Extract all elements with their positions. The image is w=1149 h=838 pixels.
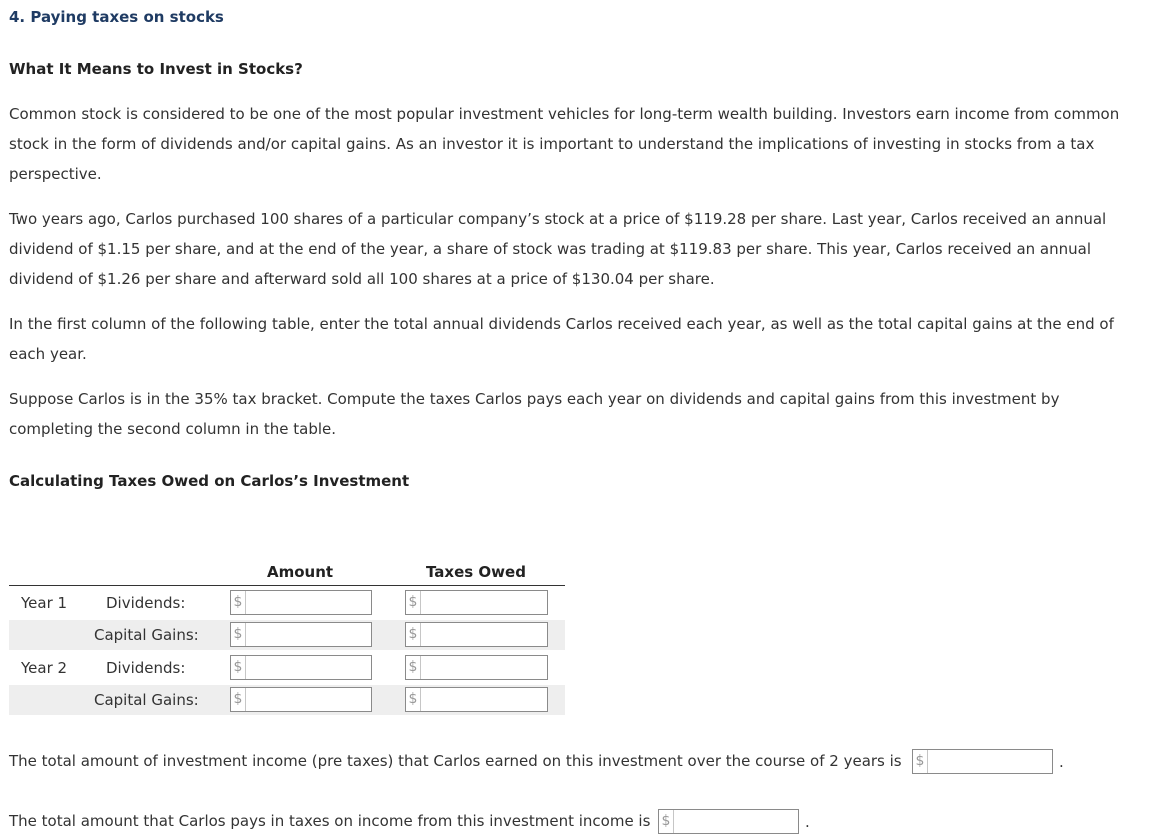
taxes-field[interactable] <box>405 655 548 680</box>
taxes-field[interactable] <box>405 687 548 712</box>
amount-field[interactable] <box>230 655 372 680</box>
currency-prefix: $ <box>231 591 246 614</box>
year2-capital-gains-taxes-input[interactable] <box>421 688 547 711</box>
currency-prefix: $ <box>659 810 674 833</box>
row-label: Capital Gains: <box>94 626 199 644</box>
year1-dividends-amount-input[interactable] <box>246 591 371 614</box>
total-taxes-text: The total amount that Carlos pays in taxes on income from this investment income is <box>9 812 651 830</box>
table-row <box>9 653 565 683</box>
amount-field[interactable] <box>230 590 372 615</box>
year-label: Year 1 <box>21 594 68 612</box>
instruction-paragraph-1: In the first column of the following table, enter the total annual dividends Carlos received each year, as well as the total capital gains at the end of each year. <box>9 315 1114 363</box>
table-row <box>9 620 565 650</box>
taxes-field[interactable] <box>405 590 548 615</box>
currency-prefix: $ <box>231 656 246 679</box>
total-taxes-field[interactable] <box>658 809 799 834</box>
sentence-period: . <box>1059 753 1064 771</box>
row-label: Dividends: <box>106 659 186 677</box>
scenario-paragraph: Two years ago, Carlos purchased 100 shares of a particular company’s stock at a price of $119.28 per share. Last year, Carlos received an annual dividend of $1.15 per share, and at the end of the year, a share of stock was trading at $119.83 per share. This year, Carlos received an annual dividend of $1.26 per share and afterward sold all 100 shares at a price of $130.04 per share. <box>9 210 1107 288</box>
instruction-paragraph-2: Suppose Carlos is in the 35% tax bracket. Compute the taxes Carlos pays each year on dividends and capital gains from this investment by completing the second column in the table. <box>9 390 1060 438</box>
question-title: 4. Paying taxes on stocks <box>9 8 224 26</box>
taxes-field[interactable] <box>405 622 548 647</box>
total-income-field[interactable] <box>912 749 1053 774</box>
row-label: Capital Gains: <box>94 691 199 709</box>
total-income-sentence <box>9 746 902 776</box>
amount-field[interactable] <box>230 687 372 712</box>
taxes-owed-column-header: Taxes Owed <box>426 563 526 581</box>
currency-prefix: $ <box>406 623 421 646</box>
currency-prefix: $ <box>406 688 421 711</box>
sentence-period: . <box>805 813 810 831</box>
year-label: Year 2 <box>21 659 68 677</box>
total-income-text: The total amount of investment income (pre taxes) that Carlos earned on this investment over the course of 2 years is <box>9 752 902 770</box>
table-header-rule <box>9 585 565 586</box>
year2-dividends-amount-input[interactable] <box>246 656 371 679</box>
year1-dividends-taxes-input[interactable] <box>421 591 547 614</box>
table-title: Calculating Taxes Owed on Carlos’s Investment <box>9 472 410 490</box>
year1-capital-gains-amount-input[interactable] <box>246 623 371 646</box>
total-taxes-sentence <box>9 806 650 836</box>
table-row <box>9 685 565 715</box>
amount-field[interactable] <box>230 622 372 647</box>
total-taxes-input[interactable] <box>674 810 798 833</box>
section-heading: What It Means to Invest in Stocks? <box>9 60 303 78</box>
currency-prefix: $ <box>406 591 421 614</box>
currency-prefix: $ <box>231 688 246 711</box>
intro-paragraph: Common stock is considered to be one of the most popular investment vehicles for long-term wealth building. Investors earn income from common stock in the form of dividends and/or capital gains. As an investor it is important to understand the implications of investing in stocks from a tax perspective. <box>9 105 1120 183</box>
currency-prefix: $ <box>231 623 246 646</box>
amount-column-header: Amount <box>267 563 334 581</box>
table-row <box>9 588 565 618</box>
year2-capital-gains-amount-input[interactable] <box>246 688 371 711</box>
row-label: Dividends: <box>106 594 186 612</box>
currency-prefix: $ <box>406 656 421 679</box>
year2-dividends-taxes-input[interactable] <box>421 656 547 679</box>
year1-capital-gains-taxes-input[interactable] <box>421 623 547 646</box>
total-income-input[interactable] <box>928 750 1052 773</box>
currency-prefix: $ <box>913 750 928 773</box>
